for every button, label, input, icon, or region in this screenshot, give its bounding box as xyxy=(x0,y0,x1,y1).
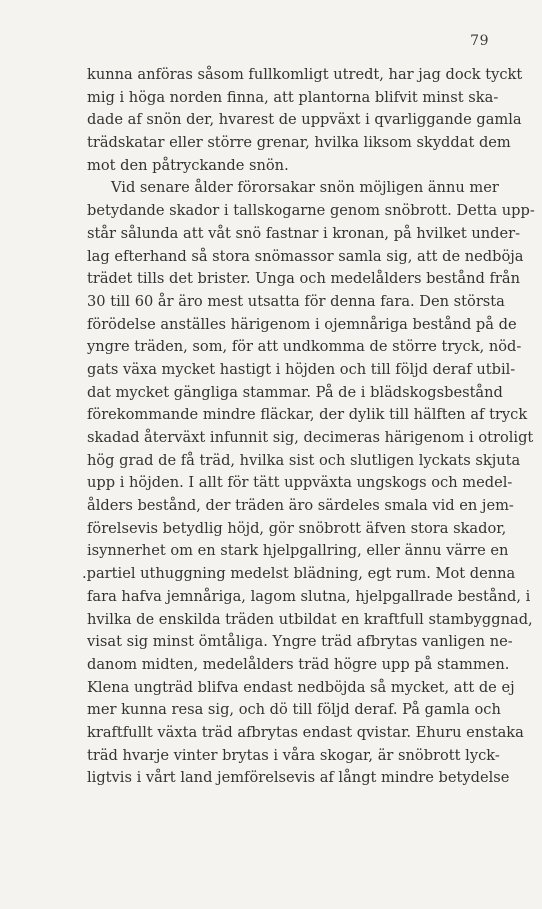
text-line: mot den påtryckande snön. xyxy=(87,156,289,174)
text-line: förödelse anställes härigenom i ojemnåriga bestånd på de xyxy=(87,315,517,333)
text-line: fara hafva jemnåriga, lagom slutna, hjelpgallrade bestånd, i xyxy=(87,587,531,605)
text-line: visat sig minst ömtåliga. Yngre träd afbrytas vanligen ne- xyxy=(87,633,513,651)
text-line: gats växa mycket hastigt i höjden och till följd deraf utbil- xyxy=(87,360,516,378)
text-line: Vid senare ålder förorsakar snön möjligen ännu mer xyxy=(111,179,499,197)
text-line: mer kunna resa sig, och dö till följd deraf. På gamla och xyxy=(87,701,501,719)
text-line: kraftfullt växta träd afbrytas endast qvistar. Ehuru enstaka xyxy=(87,723,524,741)
text-line: träd hvarje vinter brytas i våra skogar, är snöbrott lyck- xyxy=(87,746,500,764)
text-line: trädskatar eller större grenar, hvilka liksom skyddat dem xyxy=(87,134,511,152)
text-line: dade af snön der, hvarest de uppväxt i qvarliggande gamla xyxy=(87,111,522,129)
text-line: förelsevis betydlig höjd, gör snöbrott äfven stora skador, xyxy=(87,519,507,537)
text-line: yngre träden, som, för att undkomma de större tryck, nöd- xyxy=(87,338,522,356)
text-line: .partiel uthuggning medelst blädning, egt rum. Mot denna xyxy=(82,565,516,583)
text-line: mig i höga norden finna, att plantorna blifvit minst ska- xyxy=(87,88,499,106)
text-line: ligtvis i vårt land jemförelsevis af långt mindre betydelse xyxy=(87,769,510,787)
text-line: dat mycket gängliga stammar. På de i blädskogsbestånd xyxy=(87,383,503,401)
text-line: betydande skador i tallskogarne genom snöbrott. Detta upp- xyxy=(87,202,535,220)
text-line: upp i höjden. I allt för tätt uppväxta ungskogs och medel- xyxy=(87,474,513,492)
body-text xyxy=(82,64,535,790)
text-line: kunna anföras såsom fullkomligt utredt, har jag dock tyckt xyxy=(87,66,523,83)
text-line: står sålunda att våt snö fastnar i kronan, på hvilket under- xyxy=(87,224,521,242)
text-line: skadad återväxt infunnit sig, decimeras härigenom i otroligt xyxy=(87,429,534,446)
page-number: 79 xyxy=(470,33,489,49)
text-line: danom midten, medelålders träd högre upp på stammen. xyxy=(87,655,510,673)
text-line: trädet tills det brister. Unga och medelålders bestånd från xyxy=(87,270,520,288)
text-line: hög grad de få träd, hvilka sist och slutligen lyckats skjuta xyxy=(87,451,521,469)
text-line: ålders bestånd, der träden äro särdeles smala vid en jem- xyxy=(87,497,514,515)
text-line: förekommande mindre fläckar, der dylik till hälften af tryck xyxy=(87,406,528,424)
text-line: hvilka de enskilda träden utbildat en kraftfull stambyggnad, xyxy=(87,610,533,628)
text-line: isynnerhet om en stark hjelpgallring, eller ännu värre en xyxy=(87,542,509,560)
text-line: 30 till 60 år äro mest utsatta för denna fara. Den största xyxy=(87,292,505,310)
text-line: lag efterhand så stora snömassor samla sig, att de nedböja xyxy=(87,247,524,265)
text-line: Klena ungträd blifva endast nedböjda så mycket, att de ej xyxy=(87,678,515,696)
